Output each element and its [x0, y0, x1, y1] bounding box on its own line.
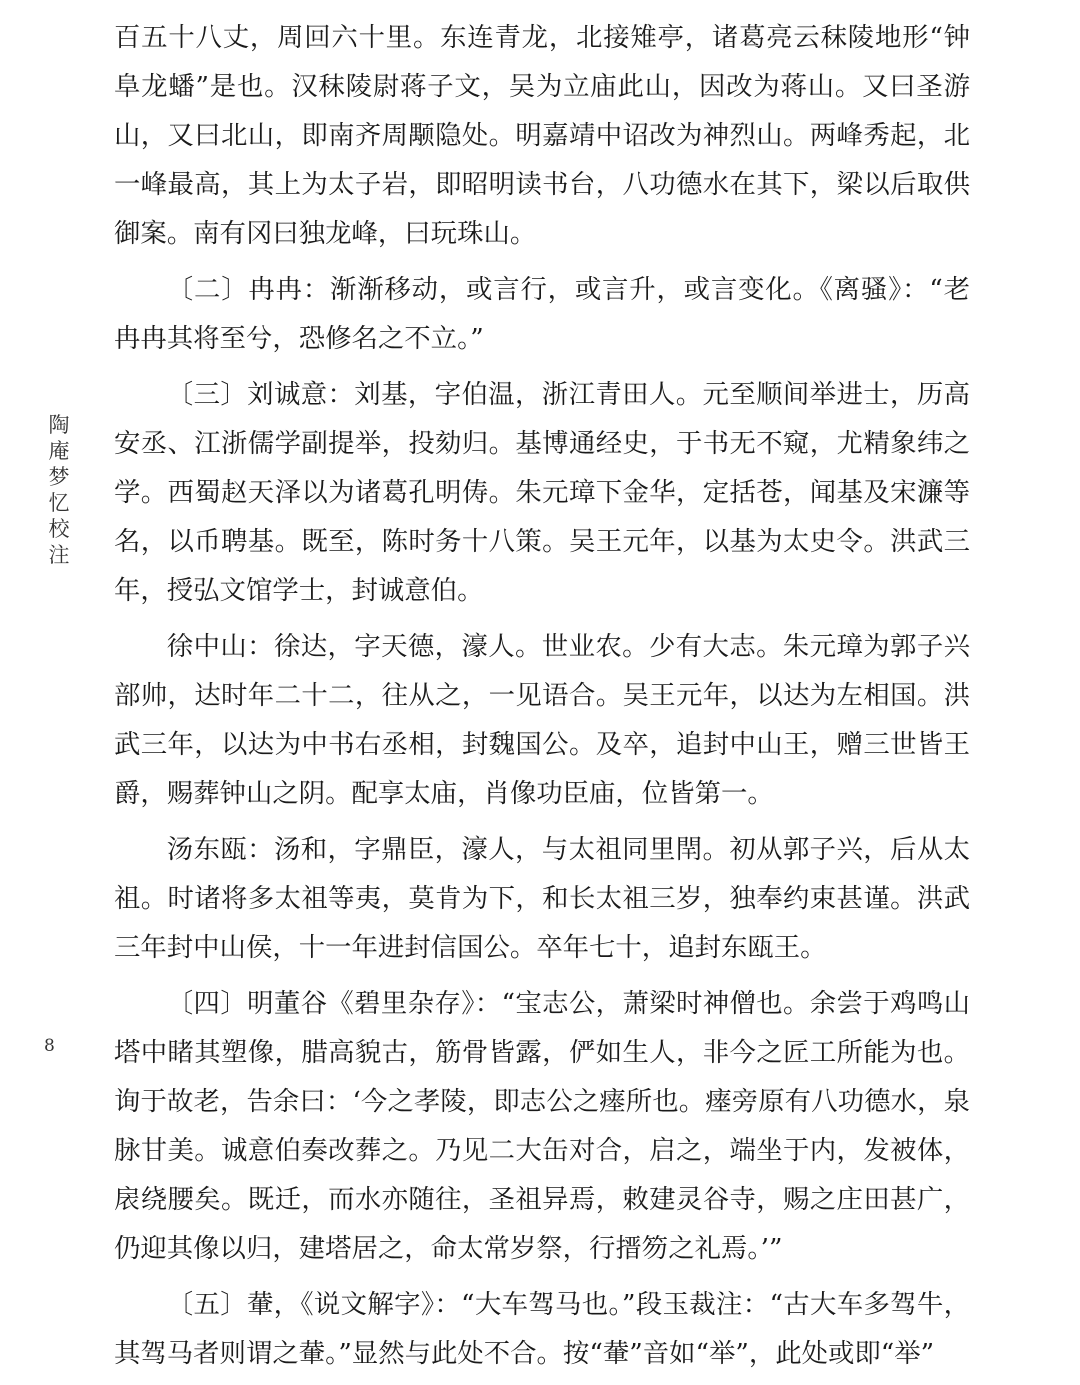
- paragraph-7: 〔五〕輂，《说文解字》：“大车驾马也。”段玉裁注：“古大车多驾牛，其驾马者则谓之輂。”显然与此处不合。按“輂”音如“举”，此处或即“举”: [114, 1289, 970, 1369]
- paragraph-4: 徐中山：徐达，字天德，濠人。世业农。少有大志。朱元璋为郭子兴部帅，达时年二十二，往从之，一见语合。吴王元年，以达为左相国。洪武三年，以达为中书右丞相，封魏国公。及卒，追封中山王，赠三世皆王爵，赐葬钟山之阴。配享太庙，肖像功臣庙，位皆第一。: [114, 631, 970, 809]
- paragraph-6: 〔四〕明董谷《碧里杂存》：“宝志公，萧梁时神僧也。余尝于鸡鸣山塔中睹其塑像，腊高貌古，筋骨皆露，俨如生人，非今之匠工所能为也。询于故老，告余曰：‘今之孝陵，即志公之瘗所也。瘗旁原有八功德水，泉脉甘美。诚意伯奏改葬之。乃见二大缶对合，启之，端坐于内，发被体，扆绕腰矣。既迁，而水亦随往，圣祖异焉，敕建灵谷寺，赐之庄田甚广，仍迎其像以归，建塔居之，命太常岁祭，行搢笏之礼焉。’”: [114, 988, 970, 1264]
- book-title-side: 陶庵梦忆校注: [48, 413, 70, 567]
- paragraph-1: 百五十八丈，周回六十里。东连青龙，北接雉亭，诸葛亮云秣陵地形“钟阜龙蟠”是也。汉秣陵尉蒋子文，吴为立庙此山，因改为蒋山。又曰圣游山，又曰北山，即南齐周颙隐处。明嘉靖中诏改为神烈山。两峰秀起，北一峰最高，其上为太子岩，即昭明读书台，八功德水在其下，梁以后取供御案。南有冈曰独龙峰，曰玩珠山。: [114, 22, 970, 249]
- paragraph-5: 汤东瓯：汤和，字鼎臣，濠人，与太祖同里閈。初从郭子兴，后从太祖。时诸将多太祖等夷，莫肯为下，和长太祖三岁，独奉约束甚谨。洪武三年封中山侯，十一年进封信国公。卒年七十，追封东瓯王。: [114, 834, 970, 963]
- paragraph-3: 〔三〕刘诚意：刘基，字伯温，浙江青田人。元至顺间举进士，历高安丞、江浙儒学副提举，投劾归。基博通经史，于书无不窥，尤精象纬之学。西蜀赵天泽以为诸葛孔明俦。朱元璋下金华，定括苍，闻基及宋濂等名，以币聘基。既至，陈时务十八策。吴王元年，以基为太史令。洪武三年，授弘文馆学士，封诚意伯。: [114, 379, 970, 606]
- page-number: 8: [44, 1036, 55, 1056]
- paragraph-2: 〔二〕冉冉：渐渐移动，或言行，或言升，或言变化。《离骚》：“老冉冉其将至兮，恐修名之不立。”: [114, 274, 970, 354]
- body-text: [114, 13, 970, 1385]
